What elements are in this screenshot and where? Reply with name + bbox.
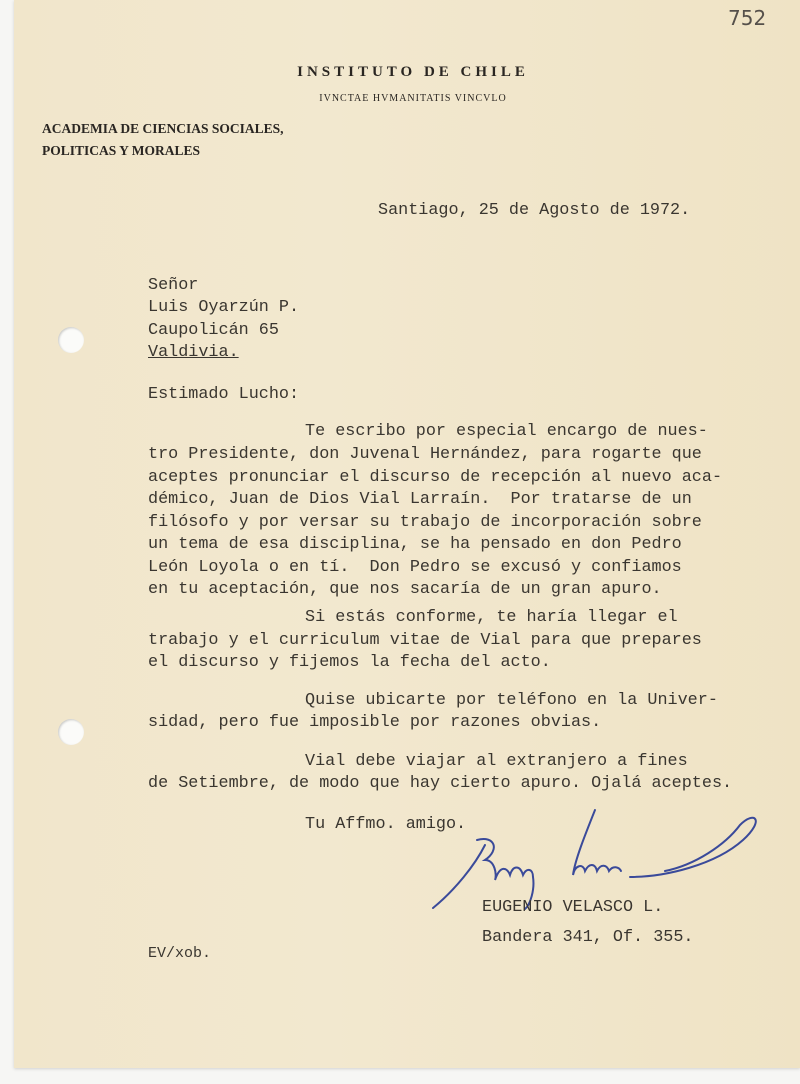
signatory-address: Bandera 341, Of. 355. bbox=[482, 928, 694, 947]
body-line: en tu aceptación, que nos sacaría de un gran apuro. bbox=[148, 580, 662, 599]
academy-line-1: ACADEMIA DE CIENCIAS SOCIALES, bbox=[42, 121, 284, 136]
body-line: León Loyola o en tí. Don Pedro se excusó y confiamos bbox=[148, 558, 682, 577]
letter-date: Santiago, 25 de Agosto de 1972. bbox=[378, 201, 691, 220]
body-line: démico, Juan de Dios Vial Larraín. Por tratarse de un bbox=[148, 490, 692, 509]
body-line: Si estás conforme, te haría llegar el bbox=[305, 608, 678, 627]
body-line: trabajo y el curriculum vitae de Vial para que prepares bbox=[148, 631, 702, 650]
body-line: Te escribo por especial encargo de nues- bbox=[305, 422, 708, 441]
punch-hole bbox=[58, 719, 84, 745]
salutation: Estimado Lucho: bbox=[148, 385, 300, 404]
signatory-name: EUGENIO VELASCO L. bbox=[482, 898, 664, 917]
body-line: un tema de esa disciplina, se ha pensado en don Pedro bbox=[148, 535, 682, 554]
archive-number: 752 bbox=[728, 6, 767, 30]
recipient-line: Caupolicán 65 bbox=[148, 321, 279, 340]
body-line: Vial debe viajar al extranjero a fines bbox=[305, 752, 688, 771]
body-line: tro Presidente, don Juvenal Hernández, para rogarte que bbox=[148, 445, 702, 464]
academy-line-2: POLITICAS Y MORALES bbox=[42, 143, 201, 158]
body-line: de Setiembre, de modo que hay cierto apuro. Ojalá aceptes. bbox=[148, 774, 733, 793]
body-line: el discurso y fijemos la fecha del acto. bbox=[148, 653, 551, 672]
motto: IVNCTAE HVMANITATIS VINCVLO bbox=[319, 93, 507, 104]
body-line: filósofo y por versar su trabajo de incorporación sobre bbox=[148, 513, 702, 532]
signature-strokes bbox=[433, 810, 756, 909]
body-line: aceptes pronunciar el discurso de recepción al nuevo aca- bbox=[148, 468, 723, 487]
closing: Tu Affmo. amigo. bbox=[305, 815, 467, 834]
body-line: Quise ubicarte por teléfono en la Univer- bbox=[305, 691, 718, 710]
recipient-line: Señor bbox=[148, 276, 199, 295]
institution-name: INSTITUTO DE CHILE bbox=[297, 64, 529, 80]
body-line: sidad, pero fue imposible por razones obvias. bbox=[148, 713, 602, 732]
recipient-line: Valdivia. bbox=[148, 343, 239, 362]
typist-initials: EV/xob. bbox=[148, 945, 212, 962]
punch-hole bbox=[58, 327, 84, 353]
recipient-line: Luis Oyarzún P. bbox=[148, 298, 300, 317]
